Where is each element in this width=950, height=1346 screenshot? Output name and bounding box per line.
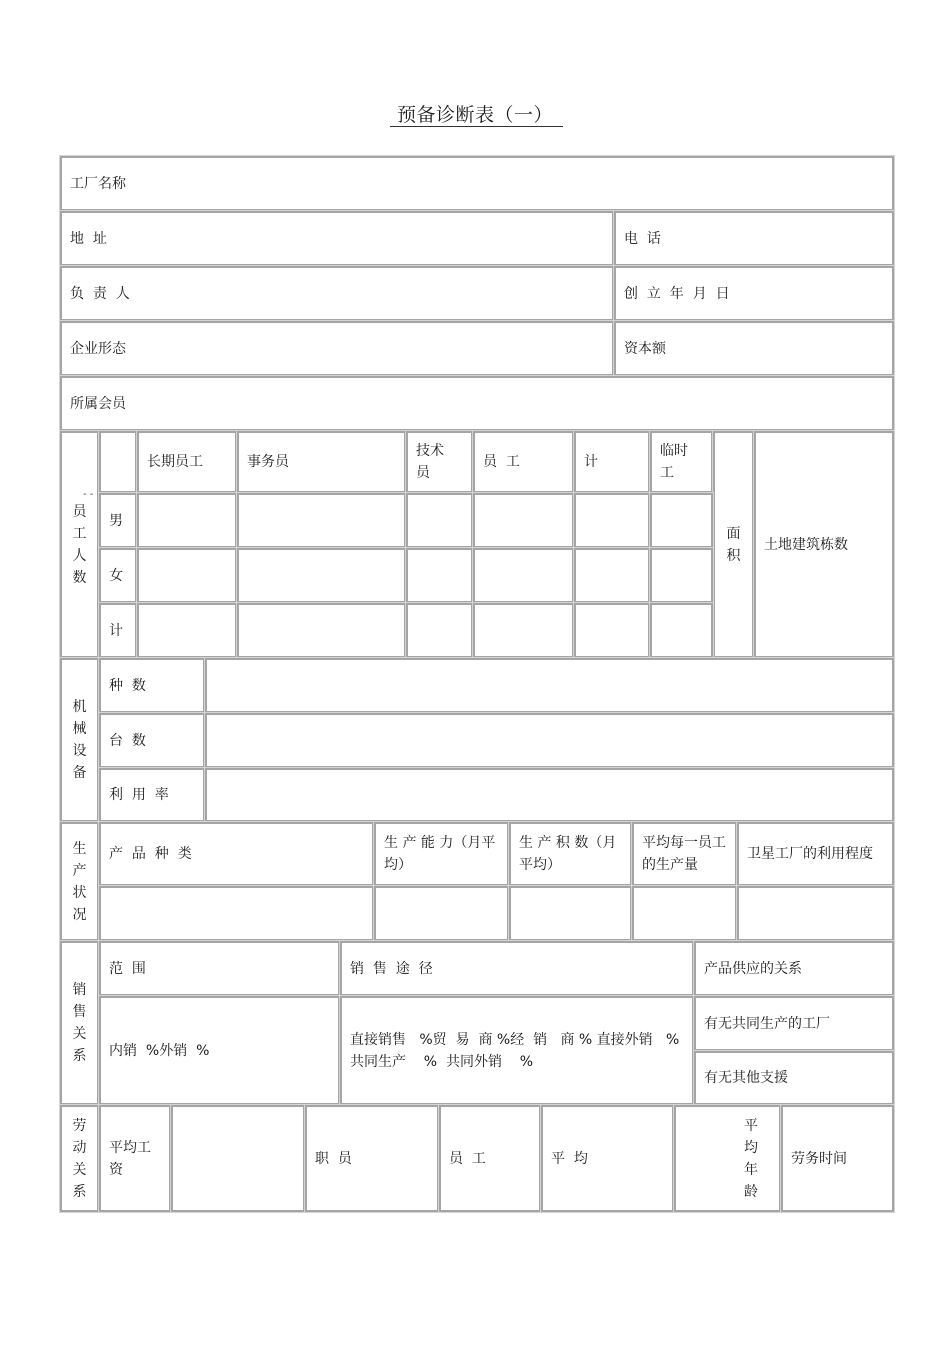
staff-cell[interactable] [473, 548, 574, 603]
machinery-count-label: 台 数 [99, 713, 205, 768]
production-header-per-worker: 平均每一员工的生产量 [632, 822, 737, 886]
staff-cell[interactable] [406, 548, 473, 603]
machinery-utilization-value[interactable] [205, 768, 894, 822]
production-header-output: 生 产 积 数（月平均） [509, 822, 632, 886]
sales-channel-label: 销 售 途 径 [340, 941, 694, 996]
factory-name-cell[interactable] [60, 156, 894, 211]
sales-channel-detail-cell[interactable]: 直接销售 %贸 易 商 %经 销 商 % 直接外销 %共同生产 % 共同外销 % [340, 996, 694, 1105]
staff-header-worker: 员 工 [473, 431, 574, 493]
staff-cell[interactable] [473, 603, 574, 658]
staff-cell[interactable] [137, 603, 237, 658]
production-cell[interactable] [509, 886, 632, 941]
staff-cell[interactable] [574, 493, 650, 548]
staff-header-technician: 技术员 [406, 431, 473, 493]
machinery-section-label: 机械设备 [60, 658, 99, 822]
title-underline [390, 126, 563, 127]
labor-avg-wage-value[interactable] [171, 1105, 305, 1212]
production-cell[interactable] [737, 886, 894, 941]
labor-section-label: 劳动关系 [60, 1105, 99, 1212]
staff-header-temporary: 临时工 [650, 431, 713, 493]
production-header-satellite: 卫星工厂的利用程度 [737, 822, 894, 886]
sales-domestic-export-cell[interactable]: 内销 %外销 % [99, 996, 340, 1105]
staff-cell[interactable] [650, 493, 713, 548]
labor-staff-label: 职 员 [305, 1105, 439, 1212]
machinery-utilization-label: 利 用 率 [99, 768, 205, 822]
production-cell[interactable] [99, 886, 374, 941]
staff-cell[interactable] [574, 603, 650, 658]
staff-header-total: 计 [574, 431, 650, 493]
staff-row-total-label: 计 [99, 603, 137, 658]
enterprise-type-label: 企业形态 [70, 340, 126, 357]
membership-label: 所属会员 [70, 395, 126, 412]
capital-label: 资本额 [624, 340, 666, 357]
staff-cell[interactable] [406, 493, 473, 548]
production-header-product-types: 产 品 种 类 [99, 822, 374, 886]
enterprise-type-cell[interactable] [60, 321, 614, 376]
staff-section-label: 员工人数 [60, 431, 99, 658]
person-in-charge-label: 负 责 人 [70, 285, 130, 302]
phone-cell[interactable] [614, 211, 894, 266]
staff-cell[interactable] [237, 493, 406, 548]
address-label: 地 址 [70, 230, 107, 247]
machinery-kinds-value[interactable] [205, 658, 894, 713]
labor-work-time-label: 劳务时间 [781, 1105, 894, 1212]
person-in-charge-cell[interactable] [60, 266, 614, 321]
machinery-kinds-label: 种 数 [99, 658, 205, 713]
staff-row-male-label: 男 [99, 493, 137, 548]
production-cell[interactable] [374, 886, 509, 941]
staff-cell[interactable] [473, 493, 574, 548]
staff-tick-marks: - - [83, 489, 94, 500]
staff-header-clerk: 事务员 [237, 431, 406, 493]
staff-cell[interactable] [574, 548, 650, 603]
staff-cell[interactable] [237, 548, 406, 603]
labor-avg-age-label: 平均年龄 [674, 1105, 781, 1212]
staff-cell[interactable] [137, 548, 237, 603]
labor-average-label: 平 均 [541, 1105, 674, 1212]
founded-date-label: 创 立 年 月 日 [624, 285, 730, 302]
factory-name-label: 工厂名称 [70, 175, 126, 192]
staff-cell[interactable] [650, 603, 713, 658]
sales-section-label: 销售关系 [60, 941, 99, 1105]
staff-row-female-label: 女 [99, 548, 137, 603]
staff-cell[interactable] [137, 493, 237, 548]
labor-worker-label: 员 工 [439, 1105, 541, 1212]
labor-avg-wage-label: 平均工资 [99, 1105, 171, 1212]
production-header-capacity: 生 产 能 力（月平均） [374, 822, 509, 886]
capital-cell[interactable] [614, 321, 894, 376]
sales-supply-label: 产品供应的关系 [694, 941, 894, 996]
land-buildings-cell[interactable]: 土地建筑栋数 [754, 431, 894, 658]
phone-label: 电 话 [624, 230, 661, 247]
sales-co-production-cell[interactable]: 有无共同生产的工厂 [694, 996, 894, 1051]
sales-support-cell[interactable]: 有无其他支援 [694, 1051, 894, 1105]
staff-cell[interactable] [650, 548, 713, 603]
founded-date-cell[interactable] [614, 266, 894, 321]
production-cell[interactable] [632, 886, 737, 941]
sales-scope-label: 范 围 [99, 941, 340, 996]
membership-cell[interactable] [60, 376, 894, 431]
staff-cell[interactable] [237, 603, 406, 658]
staff-corner-cell [99, 431, 137, 493]
staff-header-longterm: 长期员工 [137, 431, 237, 493]
staff-cell[interactable] [406, 603, 473, 658]
area-label-cell: 面积 [713, 431, 754, 658]
address-cell[interactable] [60, 211, 614, 266]
machinery-count-value[interactable] [205, 713, 894, 768]
production-section-label: 生产状况 [60, 822, 99, 941]
page-title: 预备诊断表（一） [396, 104, 553, 126]
